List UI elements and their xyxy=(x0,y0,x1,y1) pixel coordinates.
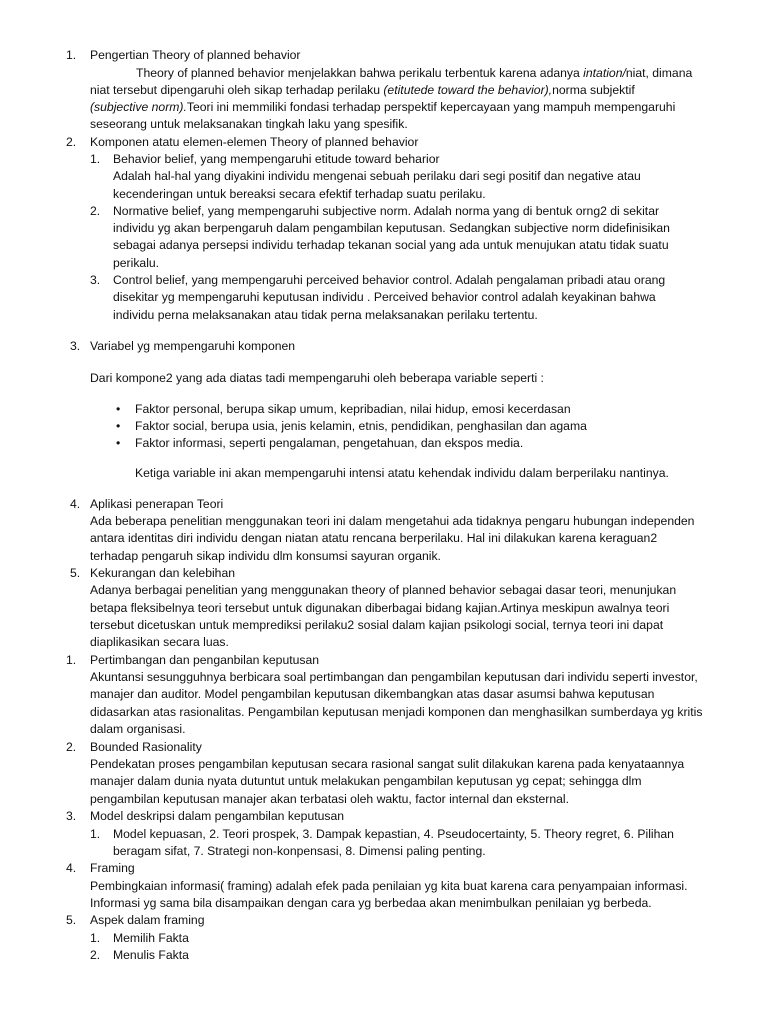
paragraph-line: (subjective norm).Teori ini memmiliki fondasi terhadap perspektif kepercayaan yang mampuh mempengaruhi xyxy=(90,100,676,114)
paragraph-line: sebagai adanya persepsi individu terhadap tekanan social yang ada untuk menujukan atatu tidak suatu xyxy=(113,238,669,252)
paragraph-line: individu yg akan berpengaruh dalam pengambilan keputusan. Sedangkan subjective norm didefinisikan xyxy=(113,221,670,235)
bullet-item: Faktor informasi, seperti pengalaman, pengetahuan, dan ekspos media. xyxy=(135,436,524,450)
list-number: 3. xyxy=(66,809,77,823)
paragraph-line: individu perna melaksanakan atau tidak perna melaksanakan perilaku tertentu. xyxy=(113,308,538,322)
list-number: 2. xyxy=(66,135,77,149)
paragraph-line: Ada beberapa penelitian menggunakan teori ini dalam mengetahui ada tidaknya pengaru hubungan independen xyxy=(90,514,695,528)
paragraph-line: Pembingkaian informasi( framing) adalah efek pada penilaian yg kita buat karena cara penyampaian informasi. xyxy=(90,879,688,893)
section-heading: Bounded Rasionality xyxy=(90,740,202,754)
paragraph-line: perikalu. xyxy=(113,256,160,270)
section-heading: Pertimbangan dan penganbilan keputusan xyxy=(90,653,320,667)
list-number: 1. xyxy=(66,653,77,667)
sublist-number: 1. xyxy=(90,152,101,166)
bullet-icon: • xyxy=(116,419,121,433)
paragraph-line: dalam organisasi. xyxy=(90,722,186,736)
paragraph-line: Adalah hal-hal yang diyakini individu mengenai sebuah perilaku dari segi positif dan negative atau xyxy=(113,169,641,183)
section-heading: Pengertian Theory of planned behavior xyxy=(90,48,301,62)
paragraph-line: pengambilan keputusan manajer akan terbatasi oleh waktu, factor internal dan eksternal. xyxy=(90,792,569,806)
section-heading: Kekurangan dan kelebihan xyxy=(90,566,236,580)
list-number: 5. xyxy=(70,566,81,580)
paragraph-line: Pendekatan proses pengambilan keputusan secara rasional sangat sulit dilakukan karena pada kenyataannya xyxy=(90,757,685,771)
list-number: 2. xyxy=(66,740,77,754)
section-heading: Aplikasi penerapan Teori xyxy=(90,497,224,511)
paragraph-line: disekitar yg mempengaruhi keputusan individu . Perceived behavior control adalah keyakinan bahwa xyxy=(113,290,656,304)
list-number: 1. xyxy=(66,48,77,62)
section-heading: Model deskripsi dalam pengambilan keputusan xyxy=(90,809,345,823)
bullet-item: Faktor social, berupa usia, jenis kelamin, etnis, pendidikan, penghasilan dan agama xyxy=(135,419,587,433)
sublist-heading: Behavior belief, yang mempengaruhi etitude toward beharior xyxy=(113,152,440,166)
paragraph-line: terhadap pengaruh sikap individu dlm konsumsi sayuran organik. xyxy=(90,549,441,563)
paragraph-line: Model kepuasan, 2. Teori prospek, 3. Dampak kepastian, 4. Pseudocertainty, 5. Theory regret, 6. Pilihan xyxy=(113,827,674,841)
paragraph-line: niat tersebut dipengaruhi oleh sikap terhadap perilaku (etitutede toward the behavior),norma subjektif xyxy=(90,83,635,97)
paragraph-line: didasarkan atas rasionalitas. Pengambilan keputusan menjadi komponen dan menghasilkan sumberdaya yg kritis xyxy=(90,705,703,719)
paragraph-line: Adanya berbagai penelitian yang menggunakan theory of planned behavior sebagai dasar teori, menunjukan xyxy=(90,583,677,597)
section-heading: Komponen atatu elemen-elemen Theory of planned behavior xyxy=(90,135,419,149)
paragraph-line: manajer dalam dunia nyata dutuntut untuk melakukan pengambilan keputusan yg cepat; sehingga dlm xyxy=(90,774,642,788)
sublist-number: 1. xyxy=(90,827,101,841)
paragraph-line: antara identitas diri individu dengan niatan atatu rencana berperilaku. Hal ini dilakukan karena keraguan2 xyxy=(90,531,658,545)
list-number: 4. xyxy=(66,861,77,875)
paragraph-line: kecenderingan untuk bereaksi secara efektif terhadap suatu perilaku. xyxy=(113,187,486,201)
paragraph-line: Normative belief, yang mempengaruhi subjective norm. Adalah norma yang di bentuk orng2 di sekitar xyxy=(113,204,660,218)
paragraph-line: Theory of planned behavior menjelakkan bahwa perikalu terbentuk karena adanya intation/niat, dimana xyxy=(136,66,693,80)
paragraph-line: manajer dan auditor. Model pengambilan keputusan dikembangkan atas dasar asumsi bahwa keputusan xyxy=(90,687,655,701)
bullet-item: Faktor personal, berupa sikap umum, kepribadian, nilai hidup, emosi kecerdasan xyxy=(135,402,571,416)
sublist-item: Menulis Fakta xyxy=(113,948,189,962)
paragraph-line: betapa fleksibelnya teori tersebut untuk digunakan diberbagai bidang kajian.Artinya meskipun awalnya teori xyxy=(90,601,670,615)
paragraph-line: Akuntansi sesungguhnya berbicara soal pertimbangan dan pengambilan keputusan dari individu seperti investor, xyxy=(90,670,698,684)
paragraph-line: Ketiga variable ini akan mempengaruhi intensi atatu kehendak individu dalam berperilaku nantinya. xyxy=(135,466,669,480)
paragraph-line: tersebut dicetuskan untuk memprediksi perilaku2 sosial dalam kajian psikologi social, ternya teori ini dapat xyxy=(90,618,664,632)
bullet-icon: • xyxy=(116,436,121,450)
paragraph-line: Control belief, yang mempengaruhi perceived behavior control. Adalah pengalaman pribadi atau orang xyxy=(113,273,666,287)
paragraph-line: Informasi yg sama bila disampaikan dengan cara yg berbedaa akan menimbulkan penilaian yg berbeda. xyxy=(90,896,652,910)
sublist-number: 2. xyxy=(90,204,101,218)
paragraph-line: Dari kompone2 yang ada diatas tadi mempengaruhi oleh beberapa variable seperti : xyxy=(90,371,544,385)
sublist-number: 1. xyxy=(90,931,101,945)
list-number: 4. xyxy=(70,497,81,511)
sublist-item: Memilih Fakta xyxy=(113,931,189,945)
section-heading: Variabel yg mempengaruhi komponen xyxy=(90,339,296,353)
paragraph-line: diaplikasikan secara luas. xyxy=(90,635,229,649)
paragraph-line: seseorang untuk melaksanakan tingkah laku yang spesifik. xyxy=(90,117,408,131)
list-number: 5. xyxy=(66,913,77,927)
section-heading: Aspek dalam framing xyxy=(90,913,205,927)
bullet-icon: • xyxy=(116,402,121,416)
sublist-number: 3. xyxy=(90,273,101,287)
list-number: 3. xyxy=(70,339,81,353)
section-heading: Framing xyxy=(90,861,135,875)
paragraph-line: beragam sifat, 7. Strategi non-konpensasi, 8. Dimensi paling penting. xyxy=(113,844,486,858)
sublist-number: 2. xyxy=(90,948,101,962)
